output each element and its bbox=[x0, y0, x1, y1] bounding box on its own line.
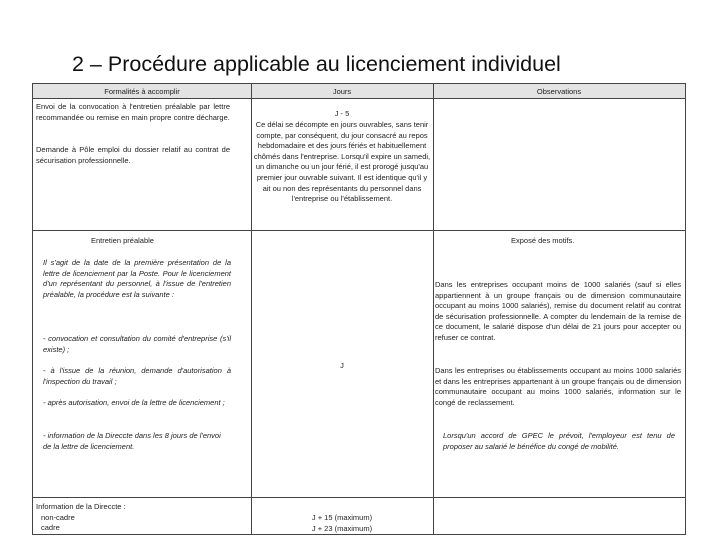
expose-des-motifs: Exposé des motifs. bbox=[511, 236, 575, 245]
page-title: 2 – Procédure applicable au licenciement individuel bbox=[72, 52, 561, 76]
formalite-pole-emploi: Demande à Pôle emploi du dossier relatif au contrat de sécurisation professionnelle. bbox=[36, 145, 230, 165]
observation-csp: Dans les entreprises occupant moins de 1000 salariés (sauf si elles appartiennent à un groupe français ou de dimension communautaire occupant au moins 1000 salariés), remise du document relatif au contrat de sécurisation professionnelle. A compter du lendemain de la remise de ce document, le salarié dispose d'un délai de 21 jours pour accepter ou refuser ce contrat. bbox=[435, 280, 681, 342]
information-direccte-heading: Information de la Direccte : bbox=[36, 502, 126, 511]
direccte-days bbox=[252, 513, 432, 534]
entretien-intro: Il s'agit de la date de la première présentation de la lettre de licenciement par la Poste. Pour le licenciement d'un représentant du personnel, à l'issue de l'entretien préalable, la procédure est la suivante : bbox=[43, 258, 231, 299]
non-cadre-days: J + 15 (maximum) bbox=[311, 513, 373, 522]
column-divider bbox=[433, 84, 434, 534]
procedure-step: - information de la Direccte dans les 8 jours de l'envoi de la lettre de licenciement. bbox=[43, 431, 221, 451]
row-divider bbox=[33, 497, 685, 498]
entretien-prealable-heading: Entretien préalable bbox=[91, 236, 154, 245]
cadre-days: J + 23 (maximum) bbox=[311, 523, 373, 533]
header-observations: Observations bbox=[433, 84, 685, 99]
observation-conge-reclassement: Dans les entreprises ou établissements occupant au moins 1000 salariés et dans les entreprises appartenant à un groupe français ou de dimension communautaire occupant au moins 1000 salariés, information sur le congé de reclassement. bbox=[435, 366, 681, 407]
cadre-label: cadre bbox=[41, 523, 60, 533]
formalite-convocation: Envoi de la convocation à l'entretien préalable par lettre recommandée ou remise en main propre contre décharge. bbox=[36, 102, 230, 122]
procedure-step: - convocation et consultation du comité d'entreprise (s'il existe) ; bbox=[43, 334, 231, 354]
row-divider bbox=[33, 230, 685, 231]
jours-j: J bbox=[340, 361, 344, 370]
information-direccte bbox=[36, 502, 236, 534]
jours-delai-text: Ce délai se décompte en jours ouvrables, sans tenir compte, par conséquent, du jour consacré au repos hebdomadaire et des jours fériés et habituellement chômés dans l'entreprise. Lorsqu'il expire un samedi, un dimanche ou un jour férié, il est prorogé jusqu'au premier jour ouvrable suivant. Il est identique qu'il y ait ou non des représentants du personnel dans l'entreprise ou l'établissement. bbox=[253, 120, 431, 204]
procedure-step: - à l'issue de la réunion, demande d'autorisation à l'inspection du travail ; bbox=[43, 366, 231, 386]
header-jours: Jours bbox=[251, 84, 433, 99]
non-cadre-label: non-cadre bbox=[41, 512, 75, 522]
header-formalites: Formalités à accomplir bbox=[33, 84, 251, 99]
procedure-step: - après autorisation, envoi de la lettre de licenciement ; bbox=[43, 398, 225, 407]
observation-gpec: Lorsqu'un accord de GPEC le prévoit, l'employeur est tenu de proposer au salarié le bénéfice du congé de mobilité. bbox=[443, 431, 675, 451]
jours-j-minus-5: J - 5 bbox=[334, 109, 350, 118]
procedure-table bbox=[32, 83, 686, 535]
